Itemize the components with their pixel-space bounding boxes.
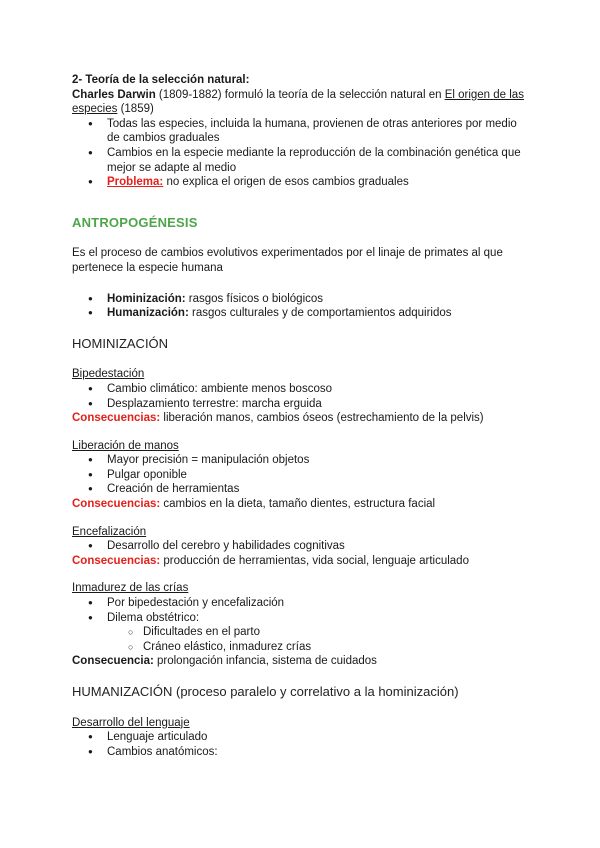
list-item: ● Cambios en la especie mediante la reproducción de la combinación genética que mejor se adapte al medio	[72, 146, 532, 175]
list-item: ● Cambio climático: ambiente menos boscoso	[72, 382, 532, 397]
bipedestacion-title: Bipedestación	[72, 368, 145, 381]
antropogenesis-definition: Es el proceso de cambios evolutivos experimentados por el linaje de primates al que pertenece la especie humana	[72, 247, 503, 274]
list-item: ● Problema: no explica el origen de esos cambios graduales	[72, 175, 532, 190]
list-item: ● Lenguaje articulado	[72, 730, 532, 745]
list-item: ○ Cráneo elástico, inmadurez crías	[72, 640, 532, 655]
hominizacion-heading: HOMINIZACIÓN	[72, 335, 169, 351]
darwin-name: Charles Darwin	[72, 88, 156, 101]
list-item: ● Por bipedestación y encefalización	[72, 596, 532, 611]
lenguaje-title: Desarrollo del lenguaje	[72, 716, 190, 729]
problem-label: Problema:	[107, 176, 164, 189]
list-item: ● Mayor precisión = manipulación objetos	[72, 453, 532, 468]
list-item: ● Hominización: rasgos físicos o biológicos	[72, 292, 532, 307]
liberacion-title: Liberación de manos	[72, 439, 179, 452]
list-item: ● Dilema obstétrico:	[72, 611, 532, 626]
inmadurez-consequences: Consecuencia: prolongación infancia, sistema de cuidados	[72, 655, 377, 668]
liberacion-consequences: Consecuencias: cambios en la dieta, tamaño dientes, estructura facial	[72, 498, 436, 511]
list-item: ● Humanización: rasgos culturales y de comportamientos adquiridos	[72, 306, 532, 321]
list-item: ● Cambios anatómicos:	[72, 745, 532, 760]
list-item: ● Desplazamiento terrestre: marcha erguida	[72, 397, 532, 412]
list-item: ● Desarrollo del cerebro y habilidades cognitivas	[72, 539, 532, 554]
list-item: ● Pulgar oponible	[72, 468, 532, 483]
antropogenesis-list	[72, 292, 532, 321]
encefalizacion-list	[72, 539, 532, 554]
lenguaje-list	[72, 730, 532, 759]
encefalizacion-title: Encefalización	[72, 525, 147, 538]
bipedestacion-consequences: Consecuencias: liberación manos, cambios óseos (estrechamiento de la pelvis)	[72, 412, 484, 425]
list-item: ● Creación de herramientas	[72, 482, 532, 497]
inmadurez-sublist	[72, 625, 532, 654]
inmadurez-list	[72, 596, 532, 625]
inmadurez-title: Inmadurez de las crías	[72, 582, 189, 595]
document-page	[72, 73, 532, 759]
humanizacion-heading: HUMANIZACIÓN (proceso paralelo y correlativo a la hominización)	[72, 684, 459, 699]
list-item: ● Todas las especies, incluida la humana, provienen de otras anteriores por medio de cambios graduales	[72, 117, 532, 146]
bipedestacion-list	[72, 382, 532, 411]
darwin-paragraph: Charles Darwin (1809-1882) formuló la teoría de la selección natural en El origen de las especies (1859)	[72, 88, 524, 116]
section-2-heading: 2- Teoría de la selección natural:	[72, 74, 250, 86]
encefalizacion-consequences: Consecuencias: producción de herramientas, vida social, lenguaje articulado	[72, 554, 469, 567]
list-item: ○ Dificultades en el parto	[72, 625, 532, 640]
book-title: El origen de las especies	[72, 88, 524, 116]
antropogenesis-heading: ANTROPOGÉNESIS	[72, 214, 198, 230]
darwin-bullet-list	[72, 117, 532, 190]
liberacion-list	[72, 453, 532, 497]
